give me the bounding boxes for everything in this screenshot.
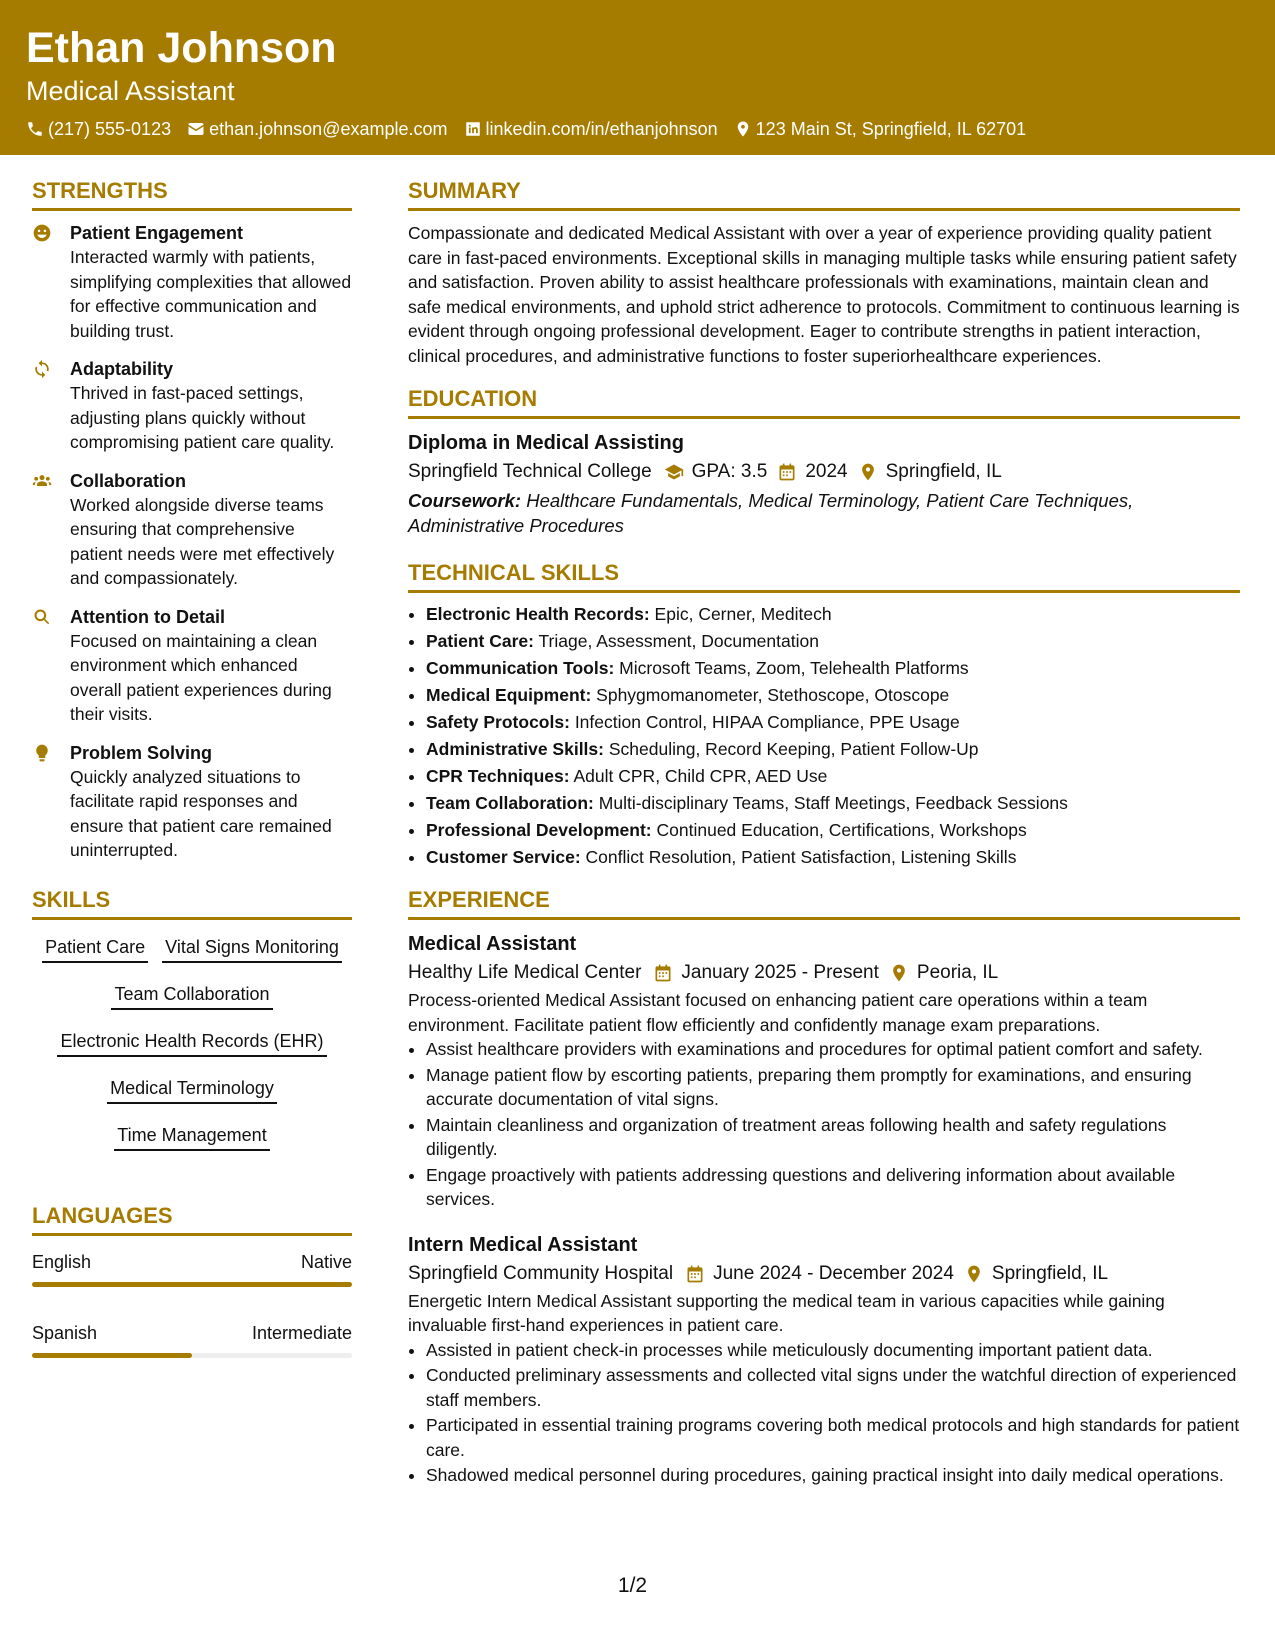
technical-skill-value: Continued Education, Certifications, Workshops [656, 820, 1027, 840]
technical-skill-label: Patient Care: [426, 631, 534, 651]
experience-heading: EXPERIENCE [408, 885, 1240, 920]
skill-tag: Time Management [114, 1123, 269, 1151]
education-meta [408, 457, 1240, 487]
language-item [32, 1321, 352, 1358]
job-summary: Energetic Intern Medical Assistant supporting the medical team in various capacities while gaining invaluable first-hand experiences in patient care. [408, 1290, 1165, 1335]
strength-description: Thrived in fast-paced settings, adjusting plans quickly without compromising patient care quality. [70, 383, 335, 452]
technical-skill-item [426, 763, 1240, 790]
language-proficiency-bar [32, 1353, 352, 1358]
strength-item [32, 221, 352, 343]
right-column [408, 176, 1240, 1489]
skill-tag: Medical Terminology [107, 1076, 277, 1104]
strengths-heading: STRENGTHS [32, 176, 352, 211]
school-name: Springfield Technical College [408, 461, 652, 482]
company-name: Springfield Community Hospital [408, 1262, 674, 1284]
linkedin-text: linkedin.com/in/ethanjohnson [485, 119, 718, 139]
language-name: Spanish [32, 1322, 98, 1343]
skills-list [32, 930, 352, 1165]
strength-description: Focused on maintaining a clean environment which enhanced overall patient experiences during their visits. [70, 630, 332, 724]
technical-skill-label: Professional Development: [426, 820, 652, 840]
map-pin-icon [858, 462, 878, 482]
skill-tag: Electronic Health Records (EHR) [57, 1029, 326, 1057]
left-column [32, 176, 352, 1358]
contact-email[interactable] [187, 118, 447, 140]
technical-skill-label: Communication Tools: [426, 658, 615, 678]
technical-skill-item [426, 601, 1240, 628]
strength-item [32, 741, 352, 863]
strength-item [32, 357, 352, 455]
technical-skill-value: Scheduling, Record Keeping, Patient Follow-Up [608, 739, 979, 759]
education-heading: EDUCATION [408, 384, 1240, 419]
summary-heading: SUMMARY [408, 176, 1240, 211]
technical-skill-value: Epic, Cerner, Meditech [654, 604, 832, 624]
job-meta [408, 958, 1240, 988]
strength-title: Patient Engagement [70, 223, 244, 243]
technical-skill-value: Infection Control, HIPAA Compliance, PPE Usage [574, 712, 960, 732]
job-bullet: • Participated in essential training programs covering both medical protocols and high standards for patient care. [426, 1413, 1240, 1462]
technical-skills-heading: TECHNICAL SKILLS [408, 558, 1240, 593]
contact-bar [26, 118, 1249, 140]
map-pin-icon [964, 1264, 984, 1284]
technical-skill-value: Adult CPR, Child CPR, AED Use [573, 766, 828, 786]
graduation-cap-icon [664, 462, 684, 482]
calendar-icon [685, 1264, 705, 1284]
strength-description: Worked alongside diverse teams ensuring that comprehensive patient needs were met effectively and compassionately. [70, 494, 335, 588]
gpa-text: GPA: 3.5 [691, 461, 768, 482]
language-item [32, 1250, 352, 1287]
job-dates: June 2024 - December 2024 [713, 1262, 954, 1284]
job-bullets [408, 1037, 1240, 1212]
email-text: ethan.johnson@example.com [209, 119, 448, 139]
technical-skills-list [408, 601, 1240, 871]
coursework-text: Healthcare Fundamentals, Medical Terminology, Patient Care Techniques, Administrative Procedures [408, 490, 1134, 536]
coursework-label: Coursework: [408, 490, 522, 511]
address-text: 123 Main St, Springfield, IL 62701 [755, 119, 1027, 139]
job-bullet: • Manage patient flow by escorting patients, preparing them promptly for examinations, and ensuring accurate documentation of vital signs. [426, 1063, 1240, 1112]
language-proficiency-fill [32, 1353, 192, 1358]
map-pin-icon [889, 963, 909, 983]
job-location: Springfield, IL [991, 1262, 1109, 1284]
languages-heading: LANGUAGES [32, 1201, 352, 1236]
job-entry [408, 930, 1240, 1212]
language-name: English [32, 1251, 92, 1272]
calendar-icon [653, 963, 673, 983]
strength-description: Interacted warmly with patients, simplifying complexities that allowed for effective communication and building trust. [70, 247, 352, 341]
job-dates: January 2025 - Present [681, 962, 879, 983]
strength-description: Quickly analyzed situations to facilitate rapid responses and ensure that patient care remained uninterrupted. [70, 766, 332, 860]
job-bullet: • Conducted preliminary assessments and collected vital signs under the watchful direction of experienced staff members. [426, 1363, 1240, 1412]
job-bullet: • Maintain cleanliness and organization of treatment areas following health and safety regulations diligently. [426, 1113, 1240, 1162]
strength-title: Attention to Detail [70, 606, 225, 627]
phone-icon [26, 120, 44, 138]
strength-item [32, 469, 352, 591]
skill-tag: Patient Care [42, 935, 148, 963]
skill-tag: Team Collaboration [111, 982, 272, 1010]
graduation-year: 2024 [805, 461, 848, 482]
language-level: Native [300, 1251, 352, 1272]
contact-linkedin[interactable] [464, 118, 718, 140]
technical-skill-item [426, 628, 1240, 655]
envelope-icon [187, 120, 205, 138]
calendar-icon [777, 462, 797, 482]
job-bullet: • Engage proactively with patients addressing questions and delivering information about available services. [426, 1163, 1240, 1212]
contact-address [734, 118, 1027, 140]
technical-skill-value: Triage, Assessment, Documentation [538, 631, 819, 651]
job-summary: Process-oriented Medical Assistant focused on enhancing patient care operations within a team environment. Facilitate patient flow efficiently and confidently manage exam preparations. [408, 990, 1148, 1035]
technical-skill-value: Sphygmomanometer, Stethoscope, Otoscope [596, 685, 950, 705]
skills-heading: SKILLS [32, 885, 352, 920]
candidate-title: Medical Assistant [26, 76, 235, 106]
page-number: 1/2 [617, 1574, 648, 1597]
technical-skill-item [426, 736, 1240, 763]
technical-skill-label: CPR Techniques: [426, 766, 570, 786]
job-bullet: • Assist healthcare providers with examinations and procedures for optimal patient comfort and safety. [426, 1037, 1240, 1062]
coursework [408, 489, 1240, 538]
technical-skill-item [426, 790, 1240, 817]
job-location: Peoria, IL [916, 962, 999, 983]
school-location: Springfield, IL [885, 461, 1002, 482]
map-pin-icon [734, 120, 752, 138]
technical-skill-label: Administrative Skills: [426, 739, 604, 759]
technical-skill-item [426, 817, 1240, 844]
technical-skill-item [426, 844, 1240, 871]
degree-title: Diploma in Medical Assisting [408, 432, 684, 454]
technical-skill-label: Safety Protocols: [426, 712, 570, 732]
summary-text: Compassionate and dedicated Medical Assistant with over a year of experience providing quality patient care in fast-paced environments. Exceptional skills in managing multiple tasks while ensuring patient safety and satisfaction. Proven ability to assist healthcare professionals with examinations, maintain clean and safe medical environments, and uphold strict adherence to protocols. Commitment to continuous learning is evident through ongoing professional development. Eager to contribute strengths in patient interaction, clinical procedures, and administrative functions to foster superiorhealthcare experiences. [408, 223, 1240, 366]
job-title: Intern Medical Assistant [408, 1233, 638, 1256]
smile-icon [32, 223, 52, 243]
strength-title: Problem Solving [70, 742, 213, 763]
language-level: Intermediate [251, 1322, 352, 1343]
technical-skill-item [426, 709, 1240, 736]
contact-phone[interactable] [26, 118, 171, 140]
job-meta [408, 1259, 1240, 1289]
technical-skill-value: Microsoft Teams, Zoom, Telehealth Platforms [619, 658, 969, 678]
users-icon [32, 471, 52, 491]
job-bullets [408, 1338, 1240, 1488]
language-proficiency-fill [32, 1282, 352, 1287]
technical-skill-label: Medical Equipment: [426, 685, 592, 705]
technical-skill-value: Conflict Resolution, Patient Satisfaction, Listening Skills [585, 847, 1017, 867]
skill-tag: Vital Signs Monitoring [162, 935, 342, 963]
language-proficiency-bar [32, 1282, 352, 1287]
technical-skill-label: Electronic Health Records: [426, 604, 650, 624]
sync-icon [32, 359, 52, 379]
strength-title: Adaptability [70, 359, 174, 379]
strength-title: Collaboration [70, 470, 186, 491]
lightbulb-icon [32, 743, 52, 763]
job-bullet: • Assisted in patient check-in processes while meticulously documenting important patient data. [426, 1338, 1240, 1363]
resume-header [0, 0, 1275, 155]
search-icon [32, 607, 52, 627]
technical-skill-label: Team Collaboration: [426, 793, 594, 813]
linkedin-icon [464, 120, 482, 138]
job-title: Medical Assistant [408, 933, 577, 955]
technical-skill-label: Customer Service: [426, 847, 581, 867]
technical-skill-item [426, 682, 1240, 709]
candidate-name: Ethan Johnson [26, 24, 337, 72]
technical-skill-value: Multi-disciplinary Teams, Staff Meetings, Feedback Sessions [598, 793, 1068, 813]
job-bullet: • Shadowed medical personnel during procedures, gaining practical insight into daily medical operations. [426, 1463, 1240, 1488]
company-name: Healthy Life Medical Center [408, 962, 642, 983]
strength-item [32, 605, 352, 727]
job-entry [408, 1231, 1240, 1488]
technical-skill-item [426, 655, 1240, 682]
phone-text: (217) 555-0123 [48, 119, 172, 139]
